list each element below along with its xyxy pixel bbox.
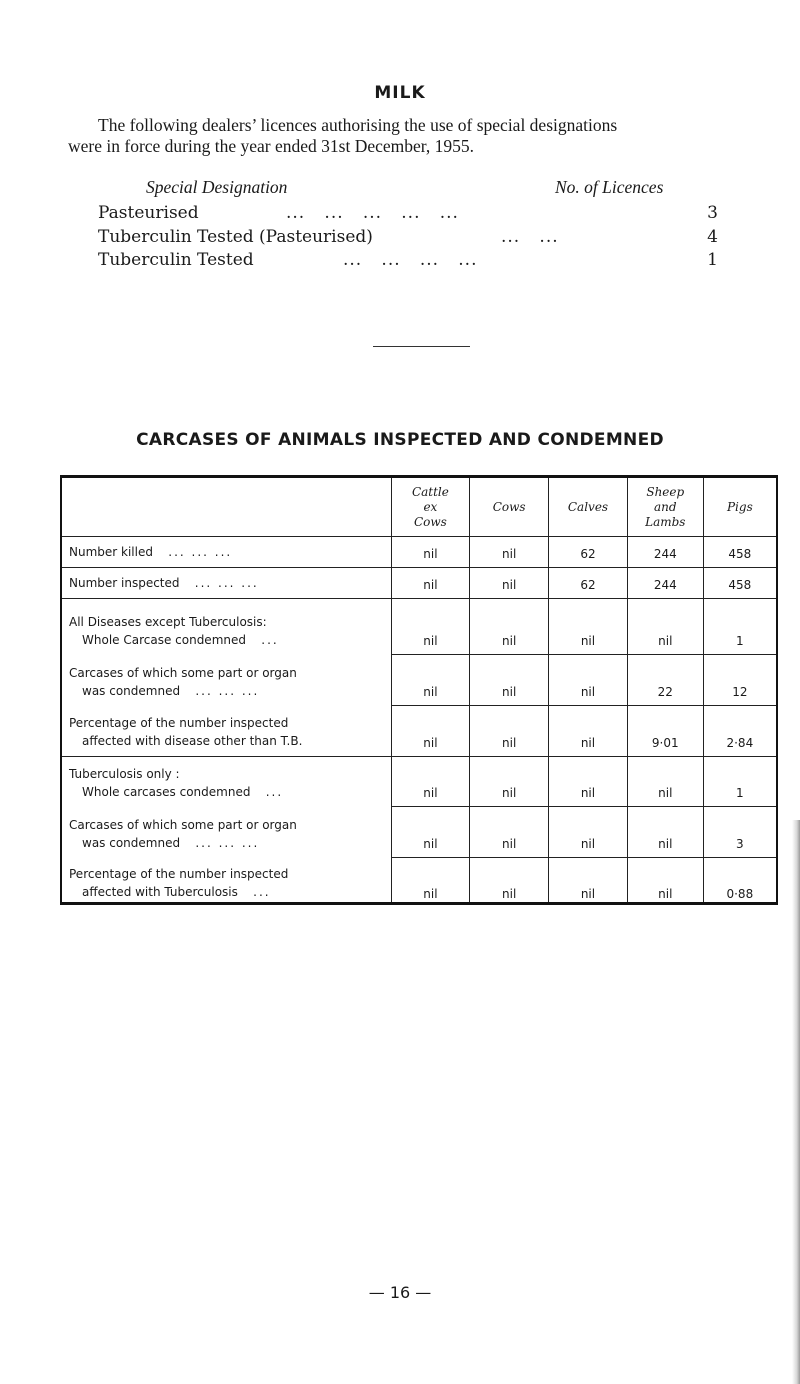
- cell-value: nil: [549, 655, 628, 706]
- row-label: Number inspected ... ... ...: [61, 568, 391, 599]
- header-calves: Calves: [549, 477, 628, 537]
- licence-count: 3: [707, 203, 718, 223]
- page-number: — 16 —: [368, 1283, 432, 1302]
- licence-count: 1: [707, 250, 718, 270]
- cell-value: nil: [549, 706, 628, 757]
- cell-value: 0·88: [703, 858, 777, 904]
- cell-value: nil: [627, 757, 703, 807]
- milk-intro-paragraph: [68, 115, 783, 157]
- designation-name: Pasteurised: [98, 203, 199, 223]
- cell-value: nil: [470, 706, 549, 757]
- licences-count-header: No. of Licences: [555, 177, 664, 197]
- cell-value: nil: [470, 757, 549, 807]
- row-label: Number killed ... ... ...: [61, 537, 391, 568]
- cell-value: 9·01: [627, 706, 703, 757]
- cell-value: 458: [703, 537, 777, 568]
- intro-line-1: The following dealers’ licences authorising the use of special designations: [98, 115, 618, 135]
- cell-value: nil: [549, 757, 628, 807]
- licence-row: [98, 203, 718, 225]
- cell-value: nil: [470, 537, 549, 568]
- cell-value: nil: [470, 807, 549, 858]
- cell-value: 3: [703, 807, 777, 858]
- table-row: [61, 807, 777, 858]
- row-label: Carcases of which some part or organ was condemned ... ... ...: [61, 807, 391, 858]
- cell-value: nil: [470, 655, 549, 706]
- milk-heading: MILK: [374, 83, 426, 103]
- cell-value: 458: [703, 568, 777, 599]
- row-label: Tuberculosis only : Whole carcases condemned ...: [61, 757, 391, 807]
- leader-dots: ... ... ... ...: [343, 250, 478, 270]
- row-label: All Diseases except Tuberculosis: Whole Carcase condemned ...: [61, 599, 391, 655]
- header-pigs: Pigs: [703, 477, 777, 537]
- cell-value: 62: [549, 537, 628, 568]
- table-row: [61, 568, 777, 599]
- header-blank-cell: [61, 477, 391, 537]
- cell-value: 62: [549, 568, 628, 599]
- cell-value: nil: [470, 599, 549, 655]
- cell-value: nil: [627, 858, 703, 904]
- designation-name: Tuberculin Tested (Pasteurised): [98, 227, 373, 247]
- carcases-heading: CARCASES OF ANIMALS INSPECTED AND CONDEMNED: [136, 430, 664, 450]
- cell-value: nil: [470, 858, 549, 904]
- table-row: [61, 537, 777, 568]
- carcases-table: [60, 475, 778, 905]
- cell-value: nil: [549, 858, 628, 904]
- table-row: [61, 599, 777, 655]
- cell-value: nil: [470, 568, 549, 599]
- special-designation-header: Special Designation: [146, 177, 288, 197]
- row-label: Percentage of the number inspected affected with Tuberculosis ...: [61, 858, 391, 904]
- cell-value: nil: [391, 807, 470, 858]
- leader-dots: ... ...: [501, 227, 559, 247]
- licence-count: 4: [707, 227, 718, 247]
- cell-value: 1: [703, 757, 777, 807]
- intro-line-2: were in force during the year ended 31st December, 1955.: [68, 136, 475, 156]
- cell-value: nil: [549, 807, 628, 858]
- table-row: [61, 858, 777, 904]
- cell-value: nil: [627, 807, 703, 858]
- table-row: [61, 655, 777, 706]
- section-divider: [373, 346, 470, 347]
- designation-name: Tuberculin Tested: [98, 250, 254, 270]
- licence-row: [98, 250, 718, 272]
- table-header-row: [61, 477, 777, 537]
- cell-value: nil: [391, 655, 470, 706]
- cell-value: nil: [549, 599, 628, 655]
- header-sheep-and-lambs: Sheep and Lambs: [627, 477, 703, 537]
- licence-row: [98, 227, 718, 249]
- cell-value: 244: [627, 537, 703, 568]
- cell-value: 12: [703, 655, 777, 706]
- row-label: Carcases of which some part or organ was condemned ... ... ...: [61, 655, 391, 706]
- cell-value: 22: [627, 655, 703, 706]
- cell-value: nil: [627, 599, 703, 655]
- cell-value: 1: [703, 599, 777, 655]
- header-cows: Cows: [470, 477, 549, 537]
- cell-value: nil: [391, 537, 470, 568]
- leader-dots: ... ... ... ... ...: [286, 203, 459, 223]
- cell-value: nil: [391, 757, 470, 807]
- cell-value: nil: [391, 568, 470, 599]
- row-label: Percentage of the number inspected affected with disease other than T.B.: [61, 706, 391, 757]
- table-row: [61, 757, 777, 807]
- table-row: [61, 706, 777, 757]
- cell-value: 244: [627, 568, 703, 599]
- cell-value: 2·84: [703, 706, 777, 757]
- header-cattle-ex-cows: Cattle ex Cows: [391, 477, 470, 537]
- cell-value: nil: [391, 599, 470, 655]
- cell-value: nil: [391, 706, 470, 757]
- cell-value: nil: [391, 858, 470, 904]
